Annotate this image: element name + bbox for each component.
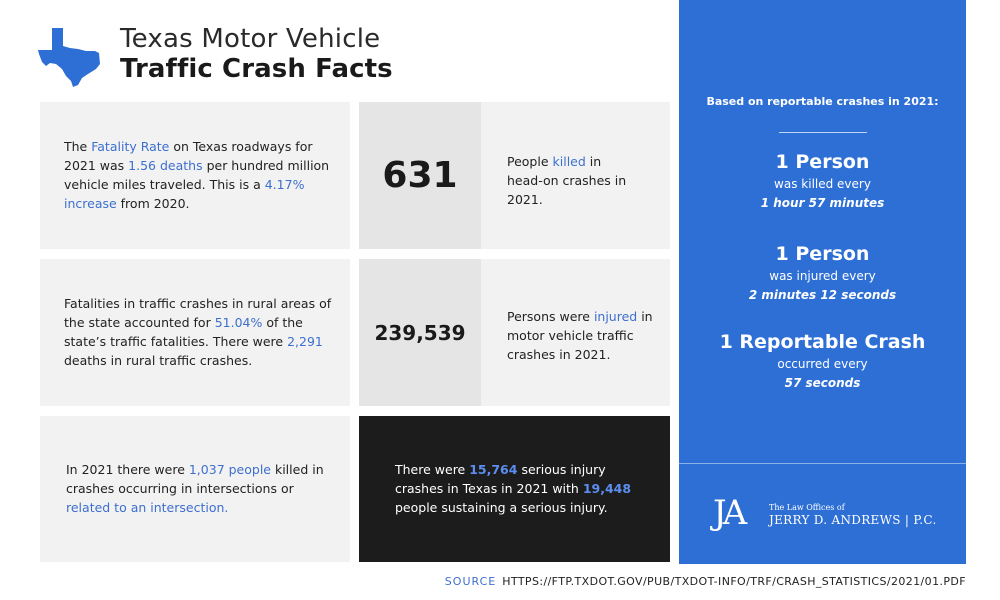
injured-text	[507, 307, 657, 364]
text-segment: deaths in rural traffic crashes.	[64, 353, 253, 368]
stat-crash-head: 1 Reportable Crash	[719, 331, 926, 353]
text-segment: of the state’s traffic fatalities. There were	[64, 315, 303, 349]
stat-killed-sub: was killed every	[774, 177, 871, 191]
text-segment: People	[507, 154, 553, 169]
injured-number: 239,539	[359, 259, 481, 406]
serious-crashes-highlight: 15,764	[469, 462, 518, 477]
head-on-number: 631	[359, 102, 481, 249]
fatality-rate-highlight: Fatality Rate	[91, 139, 170, 154]
intersection-card	[40, 416, 350, 562]
text-segment: serious injury crashes in Texas in 2021 with	[395, 462, 606, 496]
text-segment: Fatalities in traffic crashes in rural areas of the state accounted for	[64, 296, 332, 330]
law-office-logo-name: JERRY D. ANDREWS | P.C.	[769, 513, 937, 527]
text-segment: In 2021 there were	[66, 462, 189, 477]
source-url[interactable]: HTTPS://FTP.TXDOT.GOV/PUB/TXDOT-INFO/TRF/CRASH_STATISTICS/2021/01.PDF	[502, 575, 966, 588]
law-office-logo-small: The Law Offices of	[769, 503, 845, 512]
fatality-rate-text	[64, 137, 336, 213]
stat-injured-time: 2 minutes 12 seconds	[748, 288, 897, 302]
text-segment: per hundred million vehicle miles traveled. This is a	[64, 158, 330, 192]
deaths-highlight: 1.56 deaths	[128, 158, 203, 173]
stat-crash-time: 57 seconds	[784, 376, 861, 390]
text-segment: killed in crashes occurring in intersections or	[66, 462, 324, 496]
title-line-1: Texas Motor Vehicle	[120, 24, 381, 54]
head-on-text	[507, 152, 635, 209]
header	[38, 24, 658, 90]
text-segment: The	[64, 139, 92, 154]
text-segment: from 2020.	[116, 196, 190, 211]
text-segment: Persons were	[507, 309, 594, 324]
injured-highlight: injured	[593, 309, 638, 324]
stat-killed-head: 1 Person	[775, 151, 870, 173]
stat-crash-sub: occurred every	[777, 357, 868, 371]
texas-state-icon	[38, 26, 102, 88]
text-segment: There were	[395, 462, 470, 477]
sidebar-divider	[679, 463, 966, 464]
rural-percent-highlight: 51.04%	[214, 315, 263, 330]
head-on-card	[359, 102, 670, 249]
intersection-people-highlight: 1,037 people	[188, 462, 271, 477]
rural-deaths-highlight: 2,291	[287, 334, 323, 349]
intersection-text	[66, 460, 330, 517]
killed-highlight: killed	[552, 154, 586, 169]
text-segment: in head-on crashes in 2021.	[507, 154, 627, 207]
serious-people-highlight: 19,448	[582, 481, 632, 496]
text-segment: on Texas roadways for 2021 was	[64, 139, 313, 173]
sidebar-rule	[779, 132, 867, 133]
stats-sidebar	[679, 0, 966, 564]
source-label: SOURCE	[444, 575, 497, 588]
injured-card	[359, 259, 670, 406]
intersection-related-highlight: related to an intersection.	[66, 500, 229, 515]
source-line	[445, 575, 966, 588]
sidebar-intro: Based on reportable crashes in 2021:	[706, 95, 939, 108]
increase-highlight: 4.17% increase	[64, 177, 305, 211]
text-segment: in motor vehicle traffic crashes in 2021.	[507, 309, 653, 362]
stat-killed-time: 1 hour 57 minutes	[760, 196, 885, 210]
fatality-rate-card	[40, 102, 350, 249]
rural-text	[64, 294, 340, 370]
rural-card	[40, 259, 350, 406]
serious-injury-card	[359, 416, 670, 562]
text-segment: people sustaining a serious injury.	[395, 500, 608, 515]
title-line-2: Traffic Crash Facts	[120, 54, 393, 84]
stat-injured-head: 1 Person	[775, 243, 870, 265]
stat-injured-sub: was injured every	[769, 269, 876, 283]
serious-injury-text	[395, 460, 645, 517]
law-office-logo-monogram: JA	[713, 493, 744, 533]
